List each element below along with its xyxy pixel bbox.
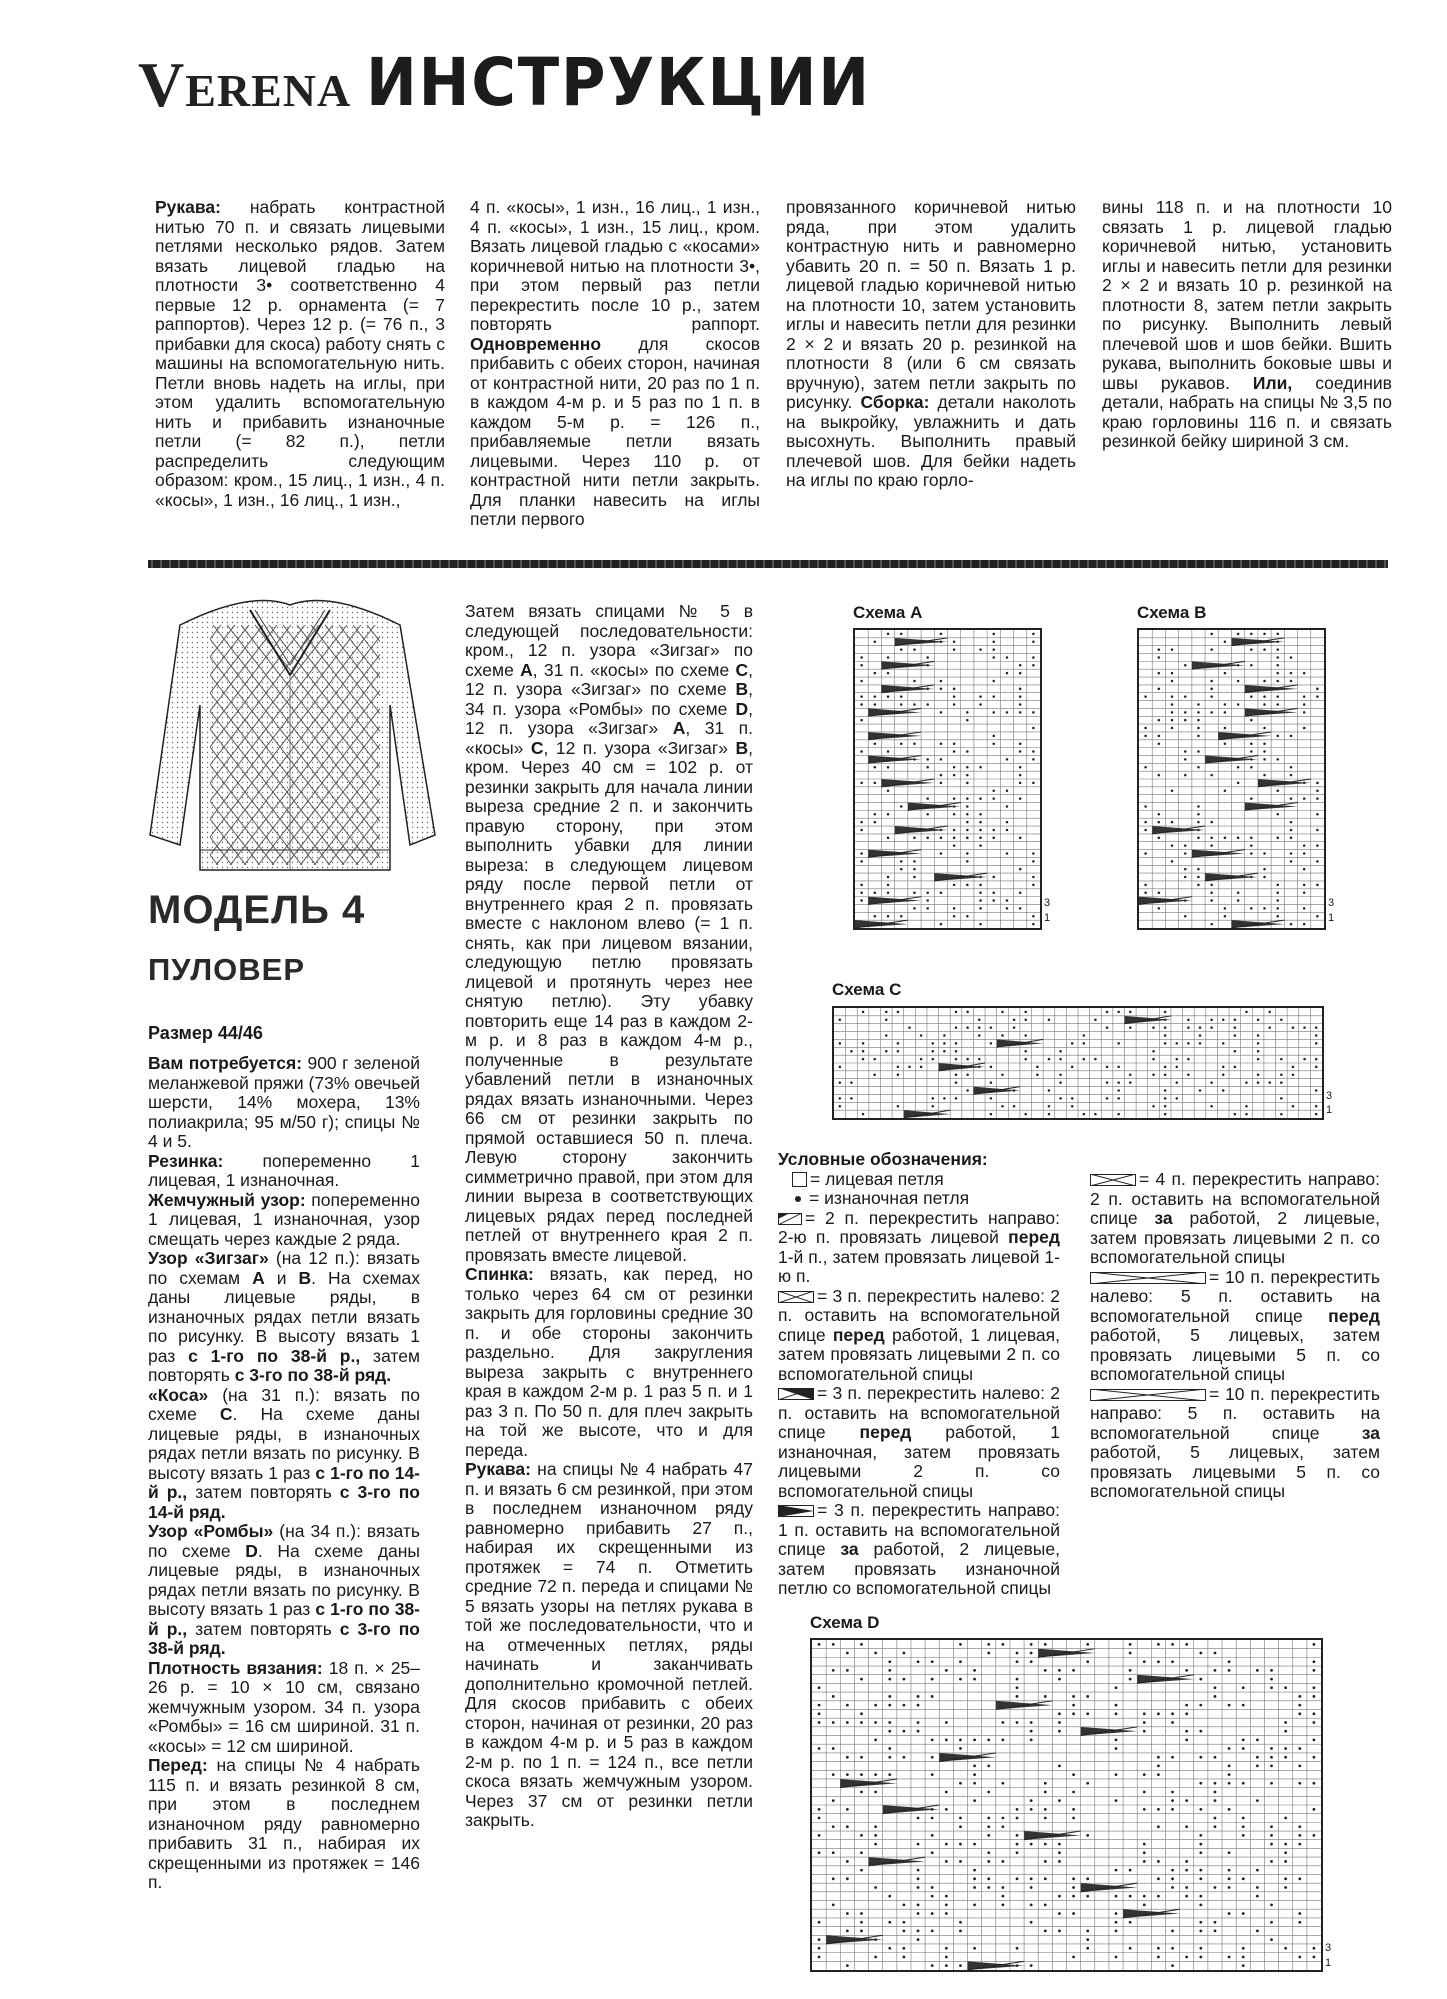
chart-a-grid <box>853 628 1042 930</box>
cross-3-left-purl-icon <box>778 1388 814 1400</box>
legend-cross-10-left: = 10 п. перекрестить налево: 5 п. оставить на вспомогательной спице перед работой, 5 лицевых, затем провязать лицевыми 5 п. со вспомогательной спицы <box>1090 1266 1380 1384</box>
sweater-illustration <box>140 585 440 880</box>
cross-3-right-icon <box>778 1505 814 1517</box>
cross-10-right-icon <box>1090 1389 1206 1401</box>
middle-column: Затем вязать спицами № 5 в следующей последовательности: кром., 12 п. узора «Зигзаг» по схеме А, 31 п. «косы» по схеме С, 12 п. узора «Зигзаг» по схеме В, 34 п. узора «Ромбы» по схеме D, 12 п. узора «Зигзаг» А, 31 п. «косы» С, 12 п. узора «Зигзаг» В, кром. Через 40 см = 102 р. от резинки закрыть для начала линии выреза средние 2 п. и закончить правую сторону, при этом выполнить убавки для линии выреза: в следующем лицевом ряду после первой петли от внутреннего края 2 п. провязать вместе с наклоном влево (= 1 п. снять, как при лицевом вязании, следующую петлю провязать лицевой и протянуть через нее снятую петлю). Эту убавку повторить еще 14 раз в каждом 2-м р. и 8 раз в каждом 4-м р., полученные в результате убавлений петли в изнаночных рядах вязать изнаночными. Через 66 см от резинки закрыть по прямой оставшиеся 50 п. плеча. Левую сторону закончить симметрично правой, при этом для линии выреза в соответствующих лицевых рядах перед последней петлей от внутреннего края 2 п. провязать вместе лицевой. Спинка: вязать, как перед, но только через 64 см от резинки закрыть для горловины средние 30 п. и обе стороны закончить раздельно. Для закругления выреза закрыть с внутреннего края в каждом 2-м р. 1 раз 5 п. и 1 раз 3 п. По 50 п. для плеч закрыть на той же высоте, что и для переда. Рукава: на спицы № 4 набрать 47 п. и вязать 6 см резинкой, при этом в последнем изнаночном ряду равномерно прибавить 27 п., набирая их скрещенными из протяжек = 74 п. Отметить средние 72 п. переда и спицами № 5 вязать узоры на петлях рукава в той же последовательности, что и на отмеченных петлях, ряды начинать и заканчивать дополнительно кромочной петлей. Для скосов прибавить с обеих сторон, начиная от резинки, 20 раз в каждом 4-м р. и 5 раз в каждом 2-м р. по 1 п. = 124 п., все петли скоса вязать жемчужным узором. Через 37 см от резинки петли закрыть. <box>465 601 753 1830</box>
legend-cross-4-right: = 4 п. перекрестить направо: 2 п. оставить на вспомогательной спице за работой, 2 лицевые, затем провязать лицевыми 2 п. со вспомогательной спицы <box>1090 1169 1380 1267</box>
legend-title: Условные обозначения: <box>778 1149 988 1169</box>
legend-cross-3-left-purl: = 3 п. перекрестить налево: 2 п. оставить на вспомогательной спице перед работой, 1 изнаночная, затем провязать лицевыми 2 п. со вспомогательной спицы <box>778 1383 1060 1501</box>
knit-symbol-icon <box>792 1172 807 1187</box>
chart-c-row-3: 3 <box>1326 1090 1333 1102</box>
section-divider <box>148 560 1388 568</box>
top-column-1: Рукава: набрать контрастной нитью 70 п. и связать лицевыми петлями несколько рядов. Затем вязать лицевой гладью на плотности 3• соответственно 4 первые 12 р. орнамента (= 7 раппортов). Через 12 р. (= 76 п., 3 прибавки для скоса) работу снять с машины на вспомогательную нить. Петли вновь надеть на иглы, при этом удалить вспомогательную нить и прибавить изнаночные петли (= 82 п.), петли распределить следующим образом: кром., 15 лиц., 1 изн., 4 п. «косы», 1 изн., 16 лиц., 1 изн., <box>155 197 445 510</box>
left-column: Вам потребуется: 900 г зеленой меланжевой пряжи (73% овечьей шерсти, 14% мохера, 13% полиакрила; 95 м/50 г); спицы № 4 и 5. Резинка: попеременно 1 лицевая, 1 изнаночная. Жемчужный узор: попеременно 1 лицевая, 1 изнаночная, узор смещать через каждые 2 ряда. Узор «Зигзаг» (на 12 п.): вязать по схемам А и В. На схемах даны лицевые ряды, в изнаночных рядах петли вязать по рисунку. В высоту вязать 1 раз с 1-го по 38-й р., затем повторять с 3-го по 38-й ряд. «Коса» (на 31 п.): вязать по схеме С. На схеме даны лицевые ряды, в изнаночных рядах петли вязать по рисунку. В высоту вязать 1 раз с 1-го по 14-й р., затем повторять с 3-го по 14-й ряд. Узор «Ромбы» (на 34 п.): вязать по схеме D. На схеме даны лицевые ряды, в изнаночных рядах петли вязать по рисунку. В высоту вязать 1 раз с 1-го по 38-й р., затем повторять с 3-го по 38-й ряд. Плотность вязания: 18 п. × 25–26 р. = 10 × 10 см, связано жемчужным узором. 34 п. узора «Ромбы» = 16 см шириной. 31 п. «косы» = 12 см шириной. Перед: на спицы № 4 набрать 115 п. и вязать резинкой 8 см, при этом в последнем изнаночном ряду равномерно прибавить 31 п., набирая их скрещенными из протяжек = 146 п. <box>148 1053 421 1892</box>
legend-purl: = изнаночная петля <box>778 1189 1060 1209</box>
chart-c-grid <box>832 1006 1324 1120</box>
chart-c-label: Схема С <box>832 980 902 999</box>
legend-cross-3-left-knit: = 3 п. перекрестить налево: 2 п. оставить на вспомогательной спице перед работой, 1 лицевая, затем провязать лицевыми 2 п. со вспомогательной спицы <box>778 1285 1060 1384</box>
model-size: Размер 44/46 <box>148 1023 263 1043</box>
masthead <box>138 40 871 121</box>
chart-d-row-1: 1 <box>1325 1957 1332 1969</box>
legend-cross-2-right: = 2 п. перекрестить направо: 2-ю п. провязать лицевой перед 1-й п., затем провязать лицевой 1-ю п. <box>778 1207 1060 1286</box>
brand-logo: VERENA <box>138 49 352 120</box>
chart-b-label: Схема В <box>1137 603 1207 622</box>
top-column-4: вины 118 п. и на плотности 10 связать 1 р. лицевой гладью коричневой нитью, установить иглы и навесить петли для резинки 2 × 2 и вязать 10 р. резинкой на плотности 8, затем петли закрыть по рисунку. Выполнить левый плечевой шов и шов бейки. Вшить рукава, выполнить боковые швы и швы рукавов. Или, соединив детали, набрать на спицы № 3,5 по краю горловины 116 п. и связать резинкой бейку шириной 3 см. <box>1102 197 1392 451</box>
top-column-3: провязанного коричневой нитью ряда, при этом удалить контрастную нить и равномерно убавить 20 п. = 50 п. Вязать 1 р. лицевой гладью коричневой нитью на плотности 10, затем установить иглы и навесить петли для резинки 2 × 2 и вязать 20 р. резинкой на плотности 8 (или 6 см связать вручную), затем петли закрыть по рисунку. Сборка: детали наколоть на выкройку, увлажнить и дать высохнуть. Выполнить правый плечевой шов. Для бейки надеть на иглы по краю горло- <box>786 197 1076 490</box>
model-subtitle: ПУЛОВЕР <box>148 952 305 987</box>
chart-c-row-1: 1 <box>1326 1104 1333 1116</box>
chart-d-row-3: 3 <box>1325 1942 1332 1954</box>
chart-a-row-1: 1 <box>1044 912 1051 924</box>
legend-right <box>1090 1170 1380 1502</box>
cross-2-right-icon <box>778 1213 802 1225</box>
cross-4-right-icon <box>1090 1174 1136 1186</box>
chart-b-row-1: 1 <box>1328 912 1335 924</box>
legend-cross-3-right: = 3 п. перекрестить направо: 1 п. оставить на вспомогательной спице за работой, 2 лицевые, затем провязать изнаночной петлю со вспомогательной спицы <box>778 1500 1060 1598</box>
chart-b-row-3: 3 <box>1328 897 1335 909</box>
chart-d-label: Схема D <box>810 1613 880 1632</box>
legend <box>778 1150 1060 1599</box>
top-column-2: 4 п. «косы», 1 изн., 16 лиц., 1 изн., 4 п. «косы», 1 изн., 15 лиц., кром. Вязать лицевой гладью с «косами» коричневой нитью на плотности 3•, при этом первый раз петли перекрестить после 10 р., затем повторять раппорт. Одновременно для скосов прибавить с обеих сторон, начиная от контрастной нити, 20 раз по 1 п. в каждом 4-м р. и 5 раз по 1 п. в каждом 5-м р. = 126 п., прибавляемые петли вязать лицевыми. Через 110 р. от контрастной нити петли закрыть. Для планки навесить на иглы петли первого <box>470 197 760 529</box>
chart-a-row-3: 3 <box>1044 897 1051 909</box>
cross-10-left-icon <box>1090 1272 1206 1284</box>
legend-knit: = лицевая петля <box>778 1170 1060 1190</box>
purl-symbol-icon <box>795 1196 801 1202</box>
chart-a-label: Схема А <box>853 603 923 622</box>
legend-cross-10-right: = 10 п. перекрестить направо: 5 п. оставить на вспомогательной спице за работой, 5 лицевых, затем провязать лицевыми 5 п. со вспомогательной спицы <box>1090 1383 1380 1501</box>
model-title: МОДЕЛЬ 4 <box>148 888 366 932</box>
chart-b-grid <box>1137 628 1326 930</box>
section-title: ИНСТРУКЦИИ <box>366 44 871 121</box>
cross-3-left-knit-icon <box>778 1291 814 1303</box>
chart-d-grid <box>810 1638 1323 1972</box>
